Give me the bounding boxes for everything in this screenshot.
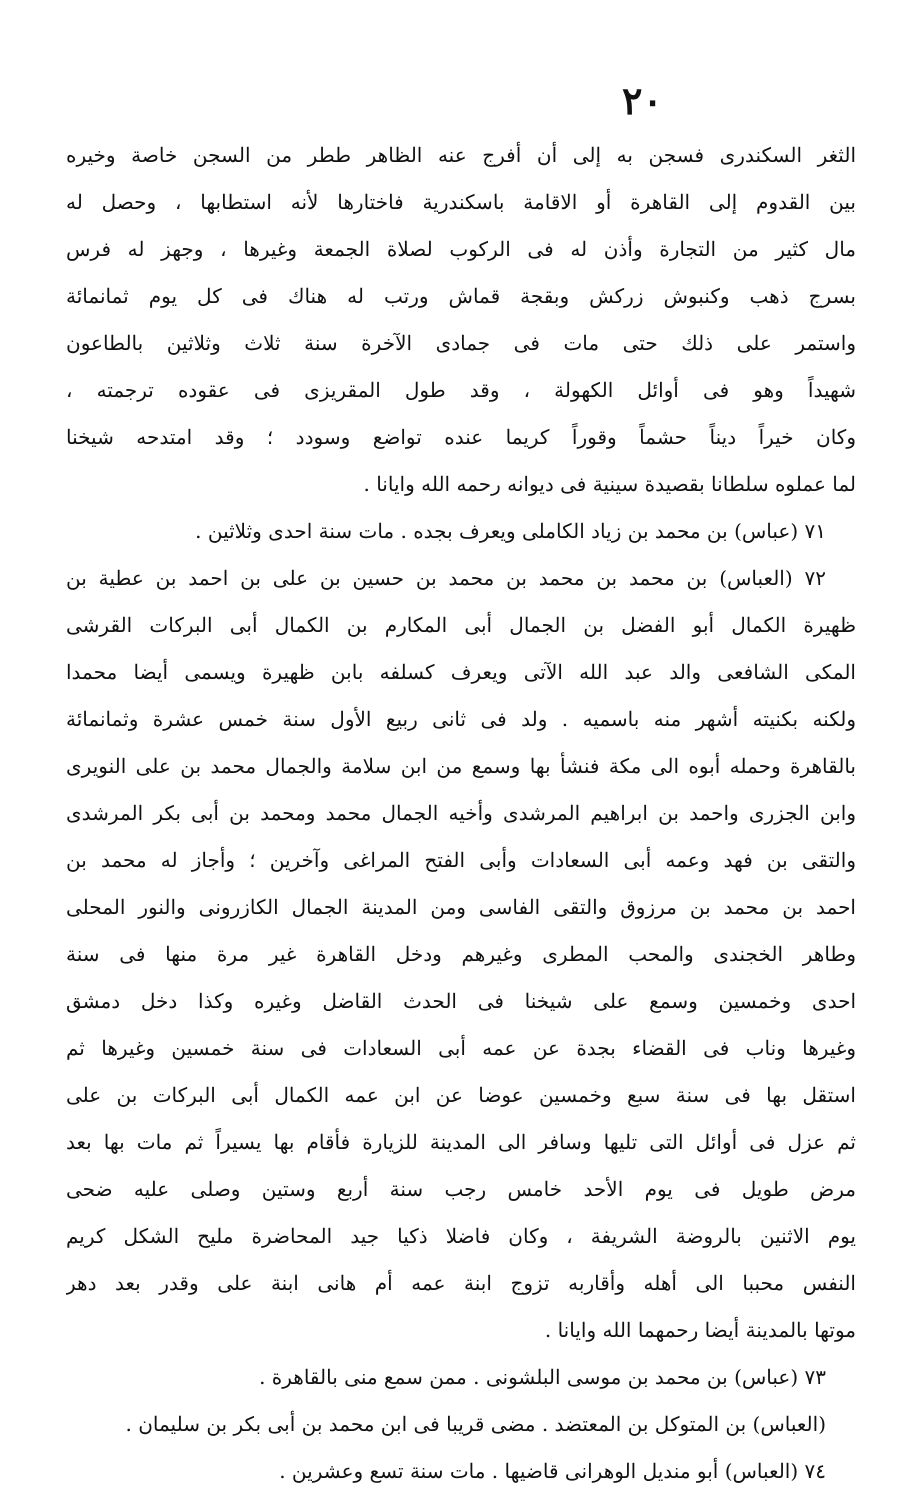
text-line: مال كثير من التجارة وأذن له فى الركوب لصلاة الجمعة وغيرها ، وجهز له فرس <box>66 237 856 261</box>
text-line: ظهيرة الكمال أبو الفضل بن الجمال أبى المكارم بن الكمال أبى البركات القرشى <box>66 613 856 637</box>
text-line: يوم الاثنين بالروضة الشريفة ، وكان فاضلا ذكيا جيد المحاضرة مليح الشكل كريم <box>66 1224 856 1248</box>
text-line: احمد بن محمد بن مرزوق والتقى الفاسى ومن المدينة الجمال الكازرونى والنور المحلى <box>66 895 856 919</box>
text-line: لما عملوه سلطانا بقصيدة سينية فى ديوانه رحمه الله وايانا . <box>363 472 856 496</box>
text-line: احدى وخمسين وسمع على شيخنا فى الحدث القاضل وغيره وكذا دخل دمشق <box>66 989 856 1013</box>
text-line: والتقى بن فهد وعمه أبى السعادات وأبى الفتح المراغى وآخرين ؛ وأجاز له محمد بن <box>66 848 856 872</box>
body-text <box>66 132 856 1495</box>
entry-line: ٧٣ (عباس) بن محمد بن موسى البلشونى . ممن سمع منى بالقاهرة . <box>259 1365 826 1389</box>
text-line: بين القدوم إلى القاهرة أو الاقامة باسكندرية فاختارها لأنه استطابها ، وحصل له <box>66 190 856 214</box>
text-line: النفس محببا الى أهله وأقاربه تزوج ابنة عمه أم هانى ابنة على وقدر بعد دهر <box>66 1271 856 1295</box>
text-line: ولكنه بكنيته أشهر منه باسميه . ولد فى ثانى ربيع الأول سنة خمس عشرة وثمانمائة <box>66 707 856 731</box>
entry-line: ٧١ (عباس) بن محمد بن زياد الكاملى ويعرف بجده . مات سنة احدى وثلاثين . <box>195 519 826 543</box>
entry-line: (العباس) بن المتوكل بن المعتضد . مضى قريبا فى ابن محمد بن أبى بكر بن سليمان . <box>125 1412 826 1436</box>
text-line: استقل بها فى سنة سبع وخمسين عوضا عن ابن عمه الكمال أبى البركات بن على <box>66 1083 856 1107</box>
text-line: المكى الشافعى والد عبد الله الآتى ويعرف كسلفه بابن ظهيرة ويسمى أيضا محمدا <box>66 660 856 684</box>
text-line: وكان خيراً ديناً حشماً وقوراً كريما عنده تواضع وسودد ؛ وقد امتدحه شيخنا <box>66 425 856 449</box>
page-number: ٢٠ <box>622 78 663 123</box>
text-line: الثغر السكندرى فسجن به إلى أن أفرج عنه الظاهر ططر من السجن خاصة وخيره <box>66 143 856 167</box>
entry-line: ٧٤ (العباس) أبو منديل الوهرانى قاضيها . مات سنة تسع وعشرين . <box>279 1459 826 1483</box>
text-line: واستمر على ذلك حتى مات فى جمادى الآخرة سنة ثلاث وثلاثين بالطاعون <box>66 331 856 355</box>
text-line: مرض طويل فى يوم الأحد خامس رجب سنة أربع وستين وصلى عليه ضحى <box>66 1177 856 1201</box>
text-line: وابن الجزرى واحمد بن ابراهيم المرشدى وأخيه الجمال محمد ومحمد بن أبى بكر المرشدى <box>66 801 856 825</box>
text-line: وغيرها وناب فى القضاء بجدة عن عمه أبى السعادات فى سنة خمسين وغيرها ثم <box>66 1036 856 1060</box>
text-line: موتها بالمدينة أيضا رحمهما الله وايانا . <box>544 1318 856 1342</box>
text-line: وطاهر الخجندى والمحب المطرى وغيرهم ودخل القاهرة غير مرة منها فى سنة <box>66 942 856 966</box>
entry-line: ٧٢ (العباس) بن محمد بن محمد بن محمد بن حسين بن على بن احمد بن عطية بن <box>66 566 826 590</box>
text-line: بالقاهرة وحمله أبوه الى مكة فنشأ بها وسمع من ابن سلامة والجمال محمد بن على النويرى <box>66 754 856 778</box>
text-line: ثم عزل فى أوائل التى تليها وسافر الى المدينة للزيارة فأقام بها يسيراً ثم مات بها بعد <box>66 1130 856 1154</box>
text-line: بسرج ذهب وكنبوش زركش وبقجة قماش ورتب له هناك فى كل يوم ثمانمائة <box>66 284 856 308</box>
text-line: شهيداً وهو فى أوائل الكهولة ، وقد طول المقريزى فى عقوده ترجمته ، <box>66 378 856 402</box>
